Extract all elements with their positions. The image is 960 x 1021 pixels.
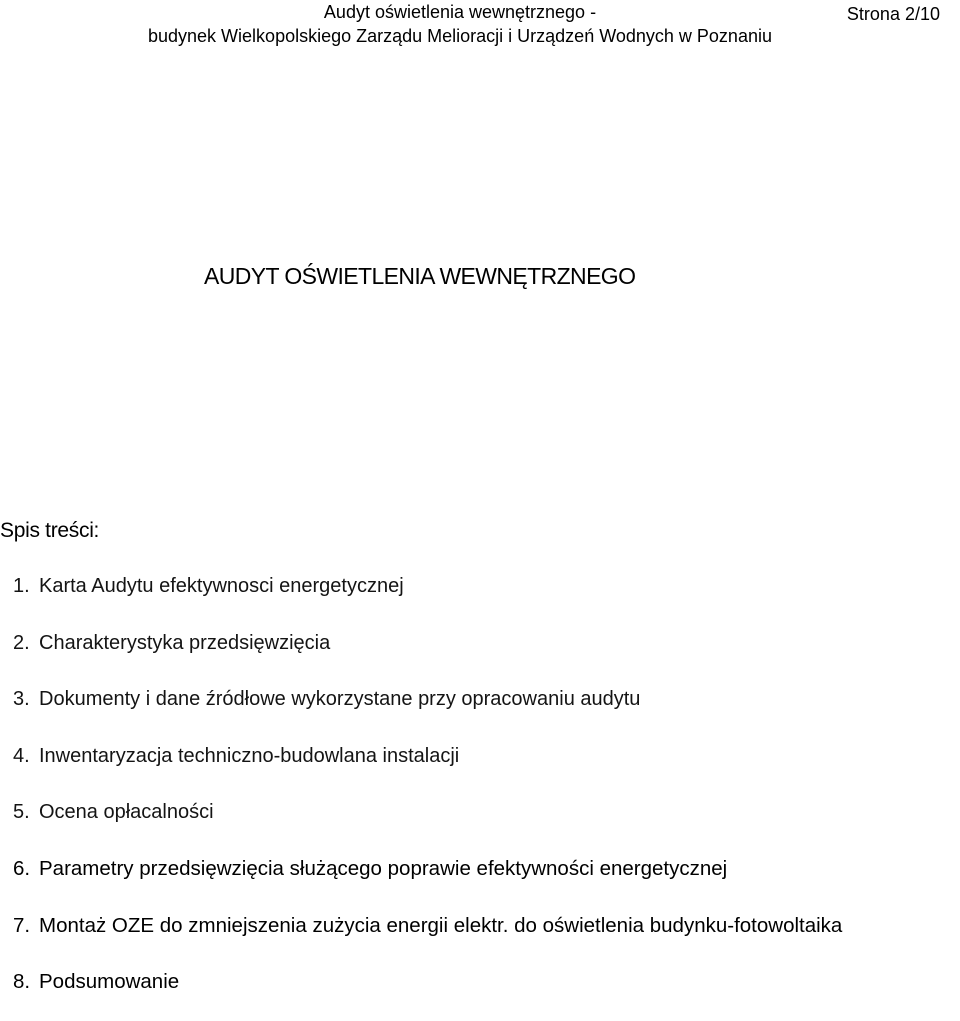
- toc-item: [13, 625, 842, 682]
- table-of-contents: [13, 568, 842, 1021]
- toc-item-label: Ocena opłacalności: [39, 801, 214, 824]
- toc-item-label: Charakterystyka przedsięwzięcia: [39, 631, 331, 654]
- toc-item: [13, 738, 842, 795]
- document-title: AUDYT OŚWIETLENIA WEWNĘTRZNEGO: [204, 263, 636, 289]
- toc-item: [13, 568, 842, 625]
- toc-item-number: 6.: [13, 856, 31, 880]
- toc-item-label: Inwentaryzacja techniczno-budowlana instalacji: [39, 744, 460, 767]
- toc-item-label: Parametry przedsięwzięcia służącego poprawie efektywności energetycznej: [39, 856, 728, 880]
- toc-item-number: 8.: [13, 970, 31, 994]
- toc-item-number: 2.: [13, 631, 30, 654]
- toc-item-label: Montaż OZE do zmniejszenia zużycia energii elektr. do oświetlenia budynku-fotowoltaika: [39, 913, 843, 937]
- toc-item-number: 3.: [13, 688, 30, 711]
- toc-item-number: 5.: [13, 801, 30, 824]
- toc-item: [13, 794, 842, 851]
- toc-item-number: 7.: [13, 913, 31, 937]
- toc-item: [13, 908, 842, 965]
- toc-item-label: Dokumenty i dane źródłowe wykorzystane przy opracowaniu audytu: [39, 688, 641, 711]
- toc-heading: Spis treści:: [0, 519, 100, 542]
- header-title-line-2: budynek Wielkopolskiego Zarządu Melioracji i Urządzeń Wodnych w Poznaniu: [148, 26, 772, 46]
- toc-item: [13, 681, 842, 738]
- toc-item: [13, 964, 842, 1021]
- toc-item-label: Podsumowanie: [39, 970, 180, 994]
- toc-item-number: 1.: [13, 575, 30, 597]
- toc-item: [13, 851, 842, 908]
- toc-item-label: Karta Audytu efektywnosci energetycznej: [39, 575, 404, 597]
- page-header: [0, 0, 960, 50]
- toc-item-number: 4.: [13, 744, 30, 767]
- header-title-line-1: Audyt oświetlenia wewnętrznego -: [323, 2, 597, 22]
- page-number: Strona 2/10: [846, 4, 940, 24]
